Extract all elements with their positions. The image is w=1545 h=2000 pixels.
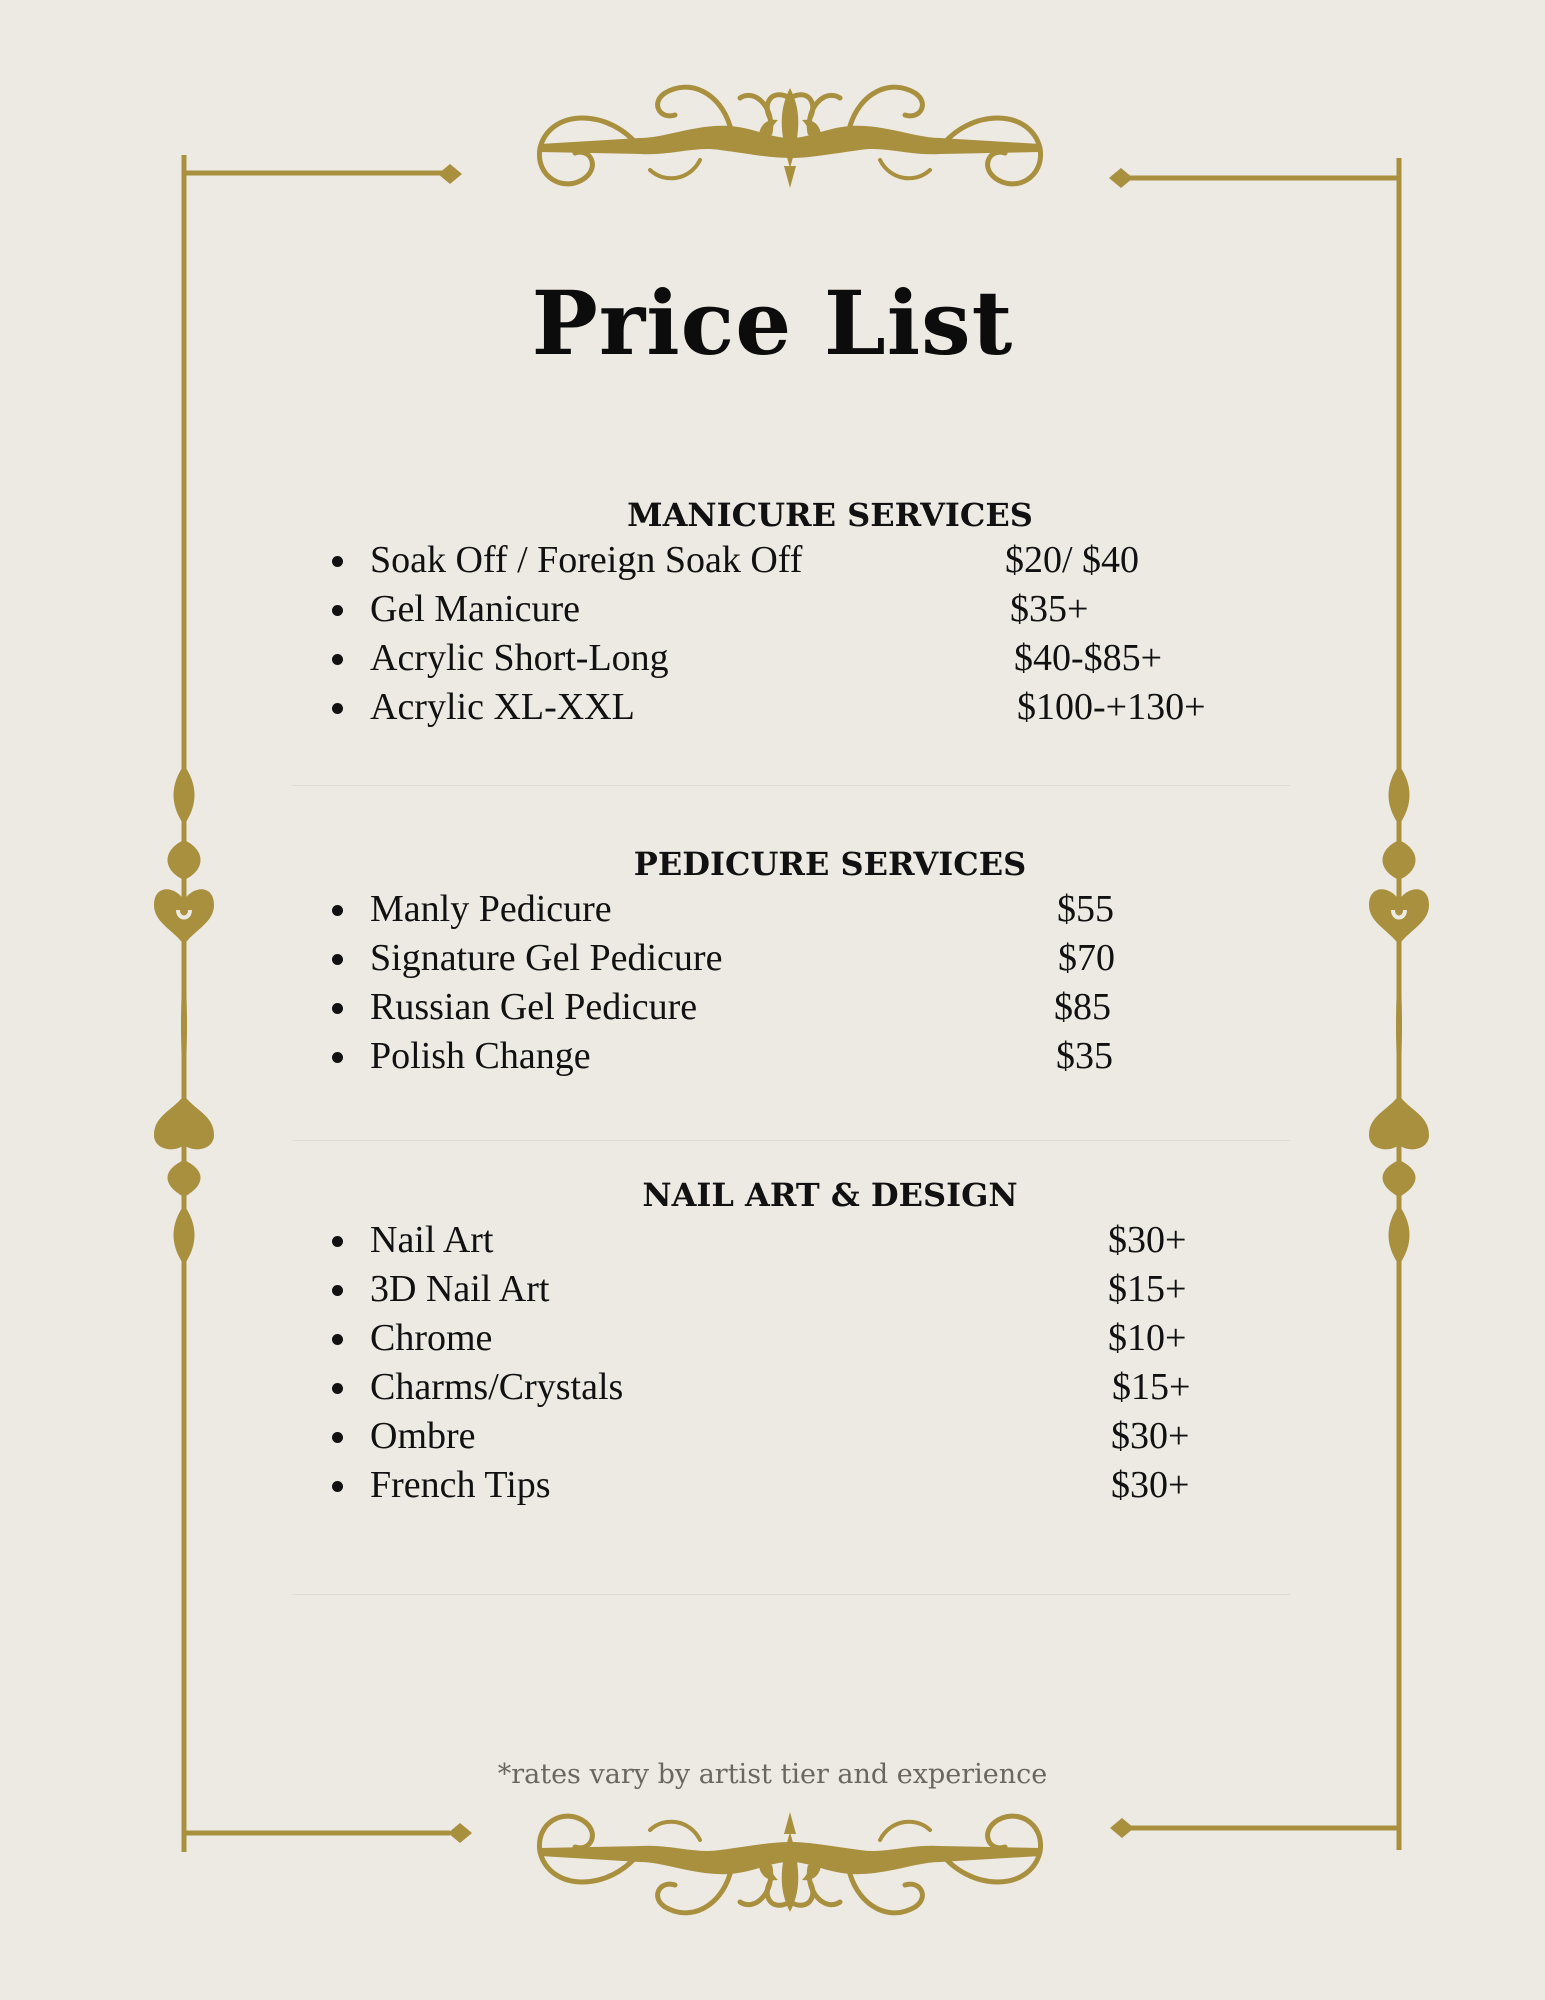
list-item — [290, 1314, 1290, 1363]
service-name: Charms/Crystals — [370, 1366, 624, 1408]
service-name: Polish Change — [370, 1035, 591, 1077]
service-price: $35 — [1056, 1035, 1113, 1077]
list-item — [290, 585, 1290, 634]
service-price: $30+ — [1111, 1464, 1190, 1506]
section-heading: NAIL ART & DESIGN — [642, 1176, 1018, 1214]
service-name: 3D Nail Art — [370, 1268, 550, 1310]
section-divider — [292, 785, 1290, 786]
service-name: Acrylic Short-Long — [370, 637, 669, 679]
service-name: Signature Gel Pedicure — [370, 937, 723, 979]
list-item — [290, 683, 1290, 732]
list-item — [290, 1032, 1290, 1081]
service-name: Russian Gel Pedicure — [370, 986, 698, 1028]
section-heading: MANICURE SERVICES — [627, 496, 1033, 534]
section-divider — [292, 1594, 1290, 1595]
service-list — [290, 1216, 1290, 1510]
section-manicure — [290, 494, 1290, 732]
list-item — [290, 634, 1290, 683]
service-list — [290, 536, 1290, 732]
service-name: Soak Off / Foreign Soak Off — [370, 539, 803, 581]
service-price: $15+ — [1112, 1366, 1191, 1408]
page-title: Price List — [531, 271, 1014, 375]
list-item — [290, 983, 1290, 1032]
service-price: $30+ — [1111, 1415, 1190, 1457]
service-price: $30+ — [1108, 1219, 1187, 1261]
service-price: $10+ — [1108, 1317, 1187, 1359]
section-pedicure — [290, 843, 1290, 1081]
service-price: $55 — [1057, 888, 1114, 930]
service-price: $100-+130+ — [1017, 686, 1206, 728]
service-list — [290, 885, 1290, 1081]
list-item — [290, 1461, 1290, 1510]
service-price: $35+ — [1010, 588, 1089, 630]
service-price: $70 — [1058, 937, 1115, 979]
list-item — [290, 536, 1290, 585]
list-item — [290, 934, 1290, 983]
service-price: $15+ — [1108, 1268, 1187, 1310]
list-item — [290, 1363, 1290, 1412]
service-price: $85 — [1054, 986, 1111, 1028]
section-heading: PEDICURE SERVICES — [633, 845, 1027, 883]
service-price: $40-$85+ — [1014, 637, 1163, 679]
list-item — [290, 1265, 1290, 1314]
service-name: Chrome — [370, 1317, 493, 1359]
service-name: Nail Art — [370, 1219, 494, 1261]
list-item — [290, 1216, 1290, 1265]
service-name: Manly Pedicure — [370, 888, 612, 930]
service-price: $20/ $40 — [1005, 539, 1140, 581]
section-divider — [292, 1140, 1290, 1141]
service-name: Gel Manicure — [370, 588, 580, 630]
service-name: Ombre — [370, 1415, 476, 1457]
list-item — [290, 1412, 1290, 1461]
list-item — [290, 885, 1290, 934]
section-nail-art — [290, 1174, 1290, 1510]
rates-footnote: *rates vary by artist tier and experience — [497, 1759, 1048, 1790]
service-name: French Tips — [370, 1464, 551, 1506]
service-name: Acrylic XL-XXL — [370, 686, 635, 728]
